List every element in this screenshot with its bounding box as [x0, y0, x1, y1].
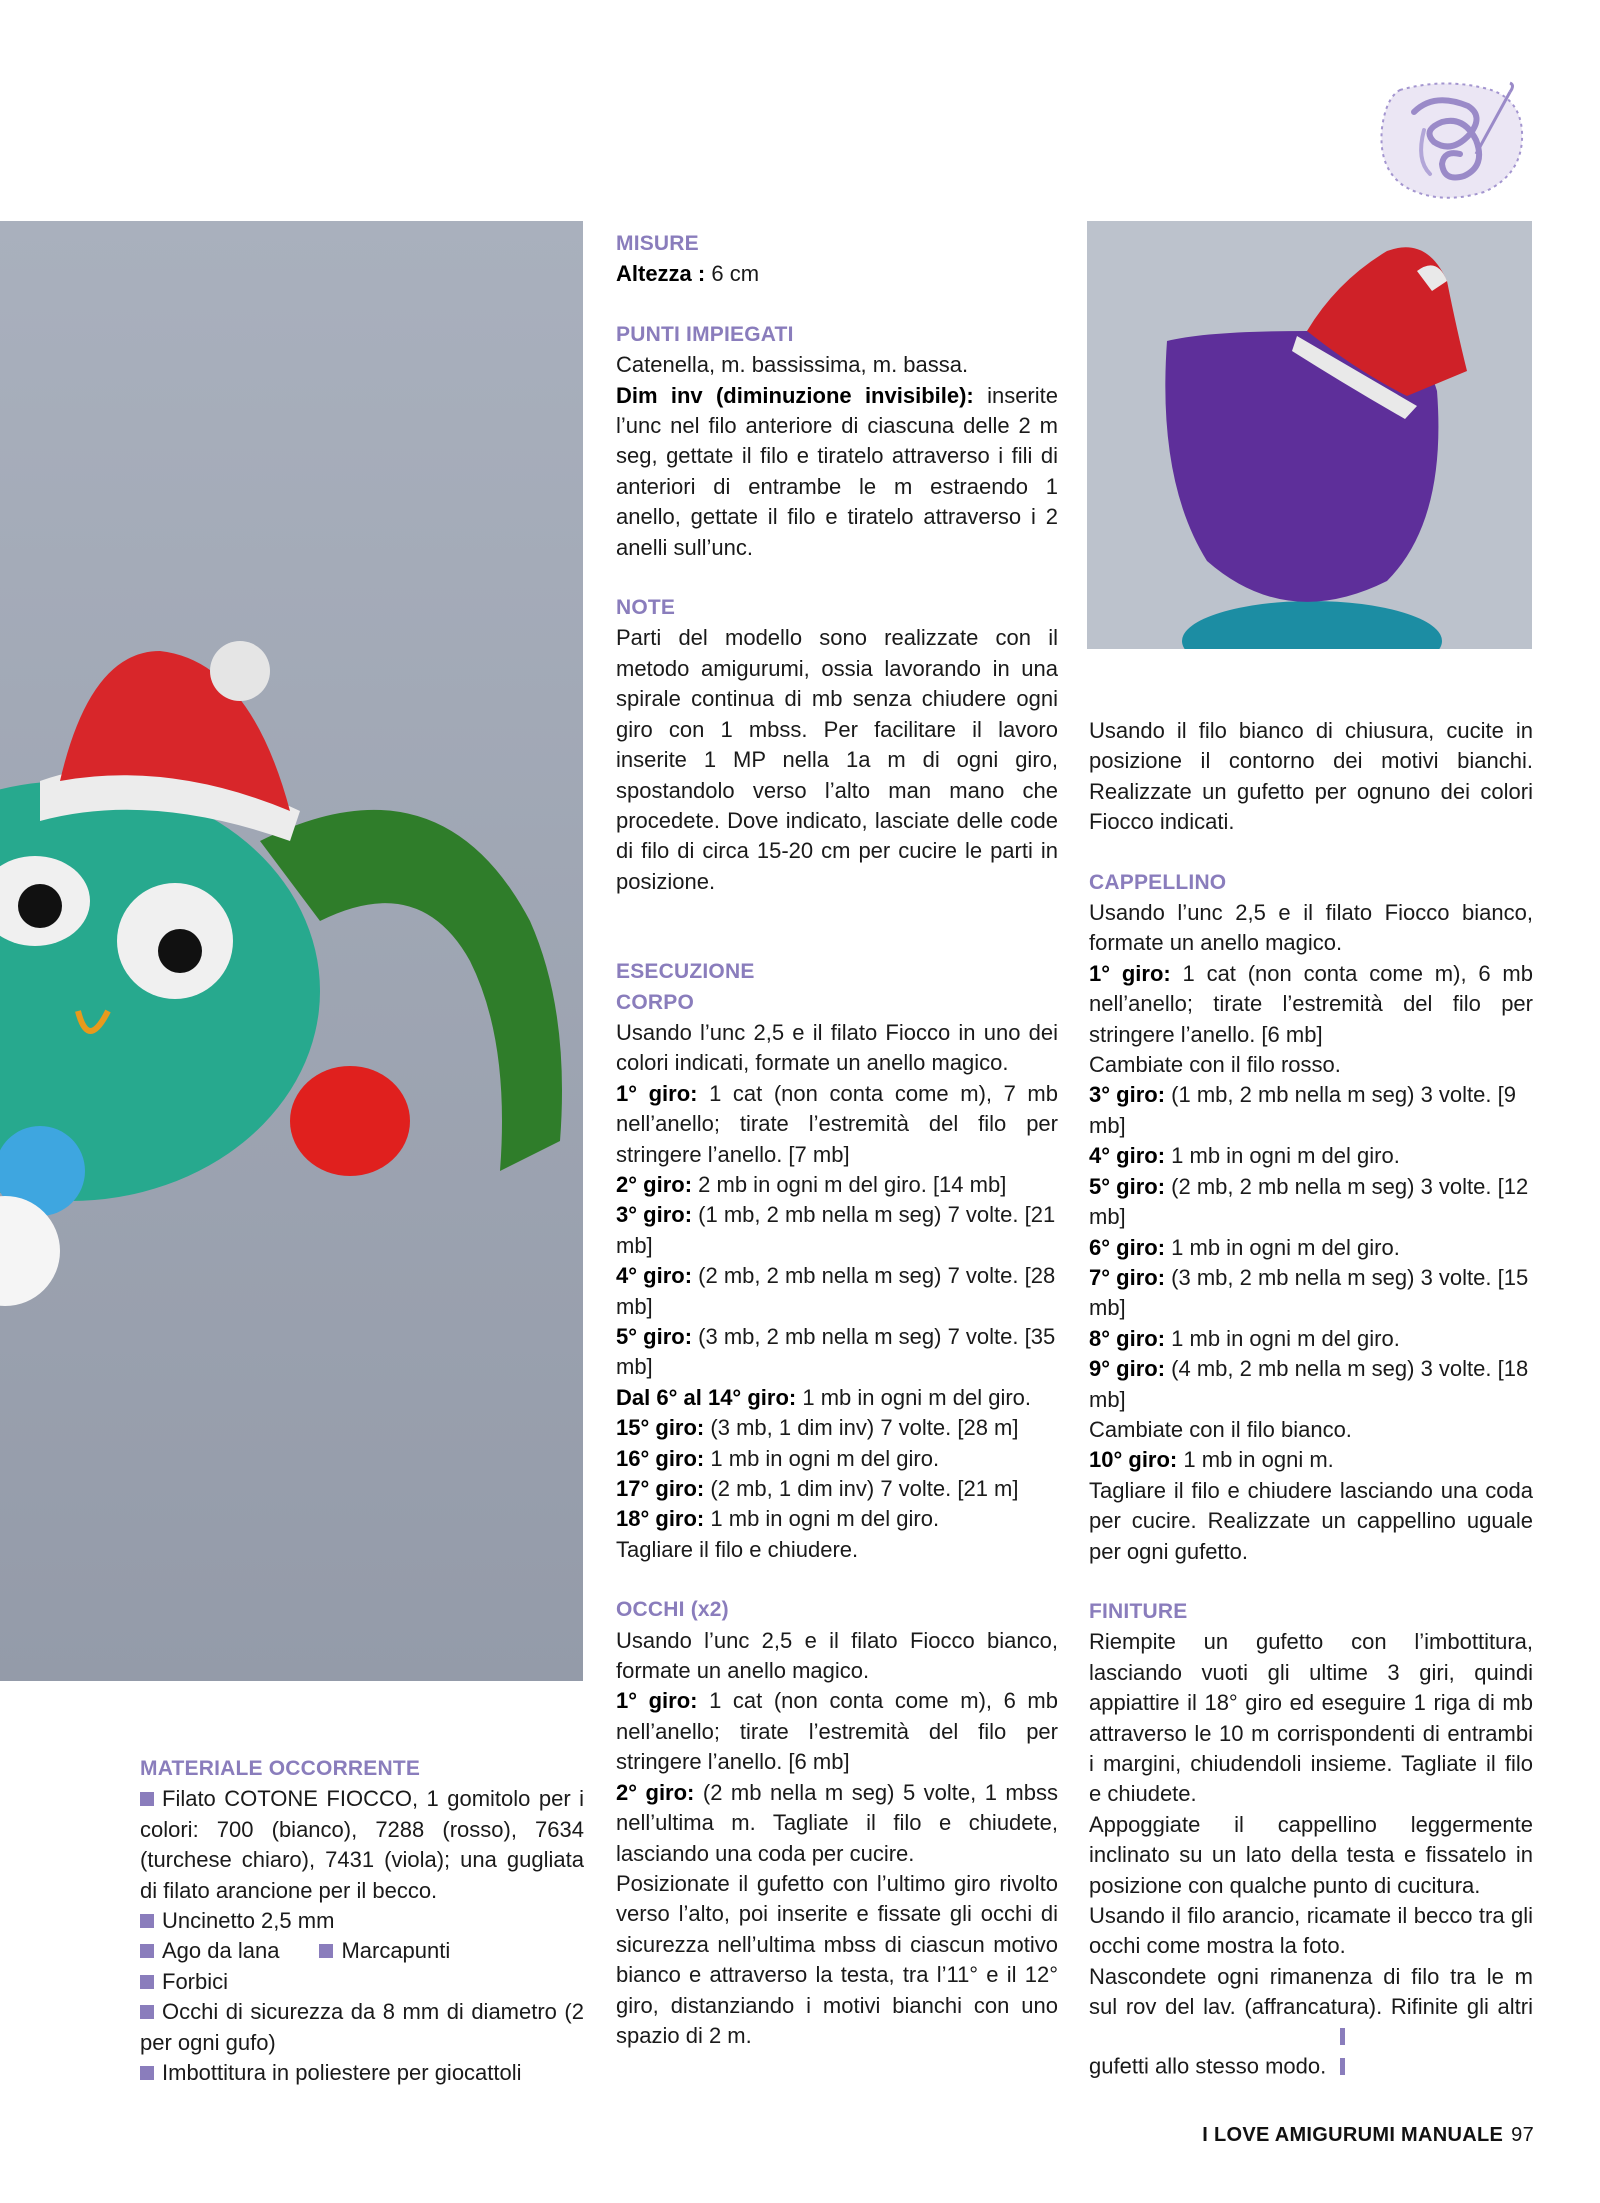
occhi-continued: Usando il filo bianco di chiusura, cucite in posizione il contorno dei motivi bianchi. Realizzate un gufetto per ognuno dei colori Fiocco indicati.	[1089, 718, 1533, 835]
occhi-intro: Usando l’unc 2,5 e il filato Fiocco bianco, formate un anello magico.	[616, 1627, 1058, 1684]
cappellino-round-label: 8° giro:	[1089, 1325, 1166, 1351]
corpo-round-label: 2° giro:	[616, 1171, 693, 1197]
cappellino-round-text: 1 mb in ogni m del giro.	[1171, 1234, 1400, 1260]
corpo-closing: Tagliare il filo e chiudere.	[616, 1536, 859, 1562]
corpo-round-label: 17° giro:	[616, 1476, 705, 1502]
materiale-imbottitura: Imbottitura in poliestere per giocattoli	[162, 2060, 522, 2086]
cappellino-round-text: (1 mb, 2 mb nella m seg) 3 volte. [9 mb]	[1089, 1082, 1516, 1138]
materiale-occhi: Occhi di sicurezza da 8 mm di diametro (2 per ogni gufo)	[140, 1999, 584, 2055]
cappellino-round1-text: 1 cat (non conta come m), 6 mb nell’anello; tirate l’estremità del filo per stringere l’anello. [6 mb]	[1089, 960, 1533, 1047]
corpo-round-text: 1 mb in ogni m del giro.	[710, 1506, 940, 1532]
corpo-round-label: 5° giro:	[616, 1324, 693, 1349]
cappellino-round-label: 6° giro:	[1089, 1234, 1166, 1260]
cappellino-round-label: 9° giro:	[1089, 1356, 1166, 1382]
cappellino-round-label: 5° giro:	[1089, 1173, 1166, 1199]
brand-logo	[1372, 70, 1532, 205]
occhi-round2-label: 2° giro:	[616, 1779, 695, 1805]
cappellino-change-red: Cambiate con il filo rosso.	[1089, 1052, 1341, 1078]
materiale-filato: Filato COTONE FIOCCO, 1 gomitolo per i colori: 700 (bianco), 7288 (rosso), 7634 (turchese chiaro), 7431 (viola); una gugliata di filato arancione per il becco.	[140, 1786, 584, 1903]
bullet-icon	[140, 1944, 154, 1958]
materiale-ago: Ago da lana	[162, 1938, 280, 1964]
right-column	[1089, 716, 1533, 2081]
occhi-round2-text: (2 mb nella m seg) 5 volte, 1 mbss nell’ultima m. Tagliate il filo e chiudete, lasciando una coda per cucire.	[616, 1779, 1058, 1866]
corpo-round-text: (2 mb, 2 mb nella m seg) 7 volte. [28 mb]	[616, 1263, 1056, 1319]
occhi-round1-text: 1 cat (non conta come m), 6 mb nell’anello; tirate l’estremità del filo per stringere l’anello. [6 mb]	[616, 1688, 1058, 1775]
dim-inv-text: inserite l’unc nel filo anteriore di ciascuna delle 2 m seg, gettate il filo e tiratelo attraverso i fili di anteriori di entrambe le m estraendo 1 anello, gettate il filo e tiratelo attraverso i 2 anelli sull’unc.	[616, 382, 1058, 560]
bullet-icon	[140, 1975, 154, 1989]
cappellino-change-white: Cambiate con il filo bianco.	[1089, 1416, 1352, 1442]
punti-heading: PUNTI IMPIEGATI	[616, 322, 794, 346]
bullet-icon	[140, 2066, 154, 2080]
corpo-round-text: (1 mb, 2 mb nella m seg) 7 volte. [21 mb]	[616, 1202, 1056, 1258]
altezza-label: Altezza :	[616, 261, 706, 287]
materiale-uncinetto: Uncinetto 2,5 mm	[162, 1908, 335, 1934]
cappellino-intro: Usando l’unc 2,5 e il filato Fiocco bianco, formate un anello magico.	[1089, 900, 1533, 956]
materiale-heading: MATERIALE OCCORRENTE	[140, 1757, 421, 1780]
footer-title: I LOVE AMIGURUMI MANUALE	[1202, 2124, 1504, 2146]
end-mark-icon	[1340, 2023, 1352, 2040]
finiture-heading: FINITURE	[1089, 1599, 1188, 1623]
cappellino-round-text: (3 mb, 2 mb nella m seg) 3 volte. [15 mb]	[1089, 1264, 1529, 1321]
cappellino-heading: CAPPELLINO	[1089, 870, 1227, 894]
corpo-round-label: 18° giro:	[616, 1506, 705, 1532]
corpo-intro: Usando l’unc 2,5 e il filato Fiocco in uno dei colori indicati, formate un anello magico.	[616, 1019, 1058, 1076]
corpo-round-label: 16° giro:	[616, 1445, 705, 1471]
dim-inv-label: Dim inv (diminuzione invisibile):	[616, 382, 974, 408]
corpo-round-label: Dal 6° al 14° giro:	[616, 1384, 797, 1410]
finiture-p4: Nascondete ogni rimanenza di filo tra le m sul rov del lav. (affrancatura). Rifinite gli altri gufetti allo stesso modo.	[1089, 1963, 1533, 2079]
cappellino-round-text: (4 mb, 2 mb nella m seg) 3 volte. [18 mb]	[1089, 1356, 1529, 1412]
bullet-icon	[319, 1944, 333, 1958]
finiture-p3: Usando il filo arancio, ricamate il becco tra gli occhi come mostra la foto.	[1089, 1903, 1533, 1959]
bullet-icon	[140, 1914, 154, 1928]
owl-photo	[0, 221, 583, 1681]
cappellino-round-text: 1 mb in ogni m del giro.	[1171, 1325, 1400, 1351]
page-footer	[1202, 2124, 1534, 2147]
occhi-text: Posizionate il gufetto con l’ultimo giro rivolto verso l’alto, poi inserite e fissate gli occhi di sicurezza nell’ultima mbss di ciascun motivo bianco e attraverso la testa, tra l’11° e il 12° giro, distanziando i motivi bianchi con uno spazio di 2 m.	[616, 1870, 1058, 2048]
corpo-round-text: (2 mb, 1 dim inv) 7 volte. [21 m]	[710, 1476, 1019, 1502]
occhi-heading: OCCHI (x2)	[616, 1598, 729, 1622]
corpo-round-text: 1 cat (non conta come m), 7 mb nell’anello; tirate l’estremità del filo per stringere l’anello. [7 mb]	[616, 1080, 1058, 1167]
punti-line1: Catenella, m. bassissima, m. bassa.	[616, 352, 969, 378]
corpo-round-text: (3 mb, 2 mb nella m seg) 7 volte. [35 mb]	[616, 1324, 1056, 1380]
finiture-p1: Riempite un gufetto con l’imbottitura, lasciando vuoti gli ultime 3 giri, quindi appiattire il 18° giro ed eseguire 1 riga di mb attraverso le 10 m corrispondenti di entrambi i margini, chiudendoli insieme. Tagliate il filo e chiudete.	[1089, 1629, 1533, 1807]
cappellino-round10-label: 10° giro:	[1089, 1447, 1178, 1473]
cappellino-round-text: 1 mb in ogni m del giro.	[1171, 1143, 1400, 1169]
finiture-p2: Appoggiate il cappellino leggermente inclinato su un lato della testa e fissatelo in posizione con qualche punto di cucitura.	[1089, 1811, 1533, 1898]
cappellino-round-label: 7° giro:	[1089, 1264, 1166, 1290]
cappellino-closing: Tagliare il filo e chiudere lasciando una coda per cucire. Realizzate un cappellino uguale per ogni gufetto.	[1089, 1477, 1533, 1564]
bullet-icon	[140, 2005, 154, 2019]
corpo-round-label: 15° giro:	[616, 1415, 705, 1441]
altezza-value: 6 cm	[711, 261, 760, 287]
corpo-round-text: 1 mb in ogni m del giro.	[802, 1384, 1032, 1410]
materiale-forbici: Forbici	[162, 1968, 229, 1994]
note-heading: NOTE	[616, 596, 676, 620]
cappellino-round10-text: 1 mb in ogni m.	[1183, 1447, 1334, 1473]
corpo-round-label: 1° giro:	[616, 1080, 698, 1106]
bullet-icon	[140, 1792, 154, 1806]
cappellino-round-label: 3° giro:	[1089, 1082, 1166, 1108]
materiale-marcapunti: Marcapunti	[341, 1938, 451, 1964]
cappellino-round-text: (2 mb, 2 mb nella m seg) 3 volte. [12 mb]	[1089, 1173, 1529, 1230]
corpo-round-text: 1 mb in ogni m del giro.	[710, 1445, 940, 1471]
corpo-round-label: 4° giro:	[616, 1263, 693, 1289]
materials-box	[140, 1754, 584, 2088]
corpo-round-text: (3 mb, 1 dim inv) 7 volte. [28 m]	[710, 1415, 1019, 1441]
corpo-heading: CORPO	[616, 990, 695, 1014]
misure-heading: MISURE	[616, 232, 699, 255]
occhi-round1-label: 1° giro:	[616, 1688, 698, 1714]
middle-column	[616, 229, 1058, 2051]
corpo-round-text: 2 mb in ogni m del giro. [14 mb]	[698, 1171, 1007, 1197]
cappellino-round1-label: 1° giro:	[1089, 960, 1171, 986]
cappellino-round-label: 4° giro:	[1089, 1143, 1166, 1169]
note-text: Parti del modello sono realizzate con il metodo amigurumi, ossia lavorando in una spirale continua di mb senza chiudere ogni giro con 1 mbss. Per facilitare il lavoro inserite 1 MP nella 1a m di ogni giro, spostandolo verso l’alto man mano che procedete. Dove indicato, lasciate delle code di filo di circa 15-20 cm per cucire le parti in posizione.	[616, 625, 1058, 894]
esecuzione-heading: ESECUZIONE	[616, 960, 755, 984]
page-number: 97	[1511, 2124, 1534, 2146]
corpo-round-label: 3° giro:	[616, 1202, 693, 1228]
purple-owl-photo	[1087, 221, 1532, 649]
